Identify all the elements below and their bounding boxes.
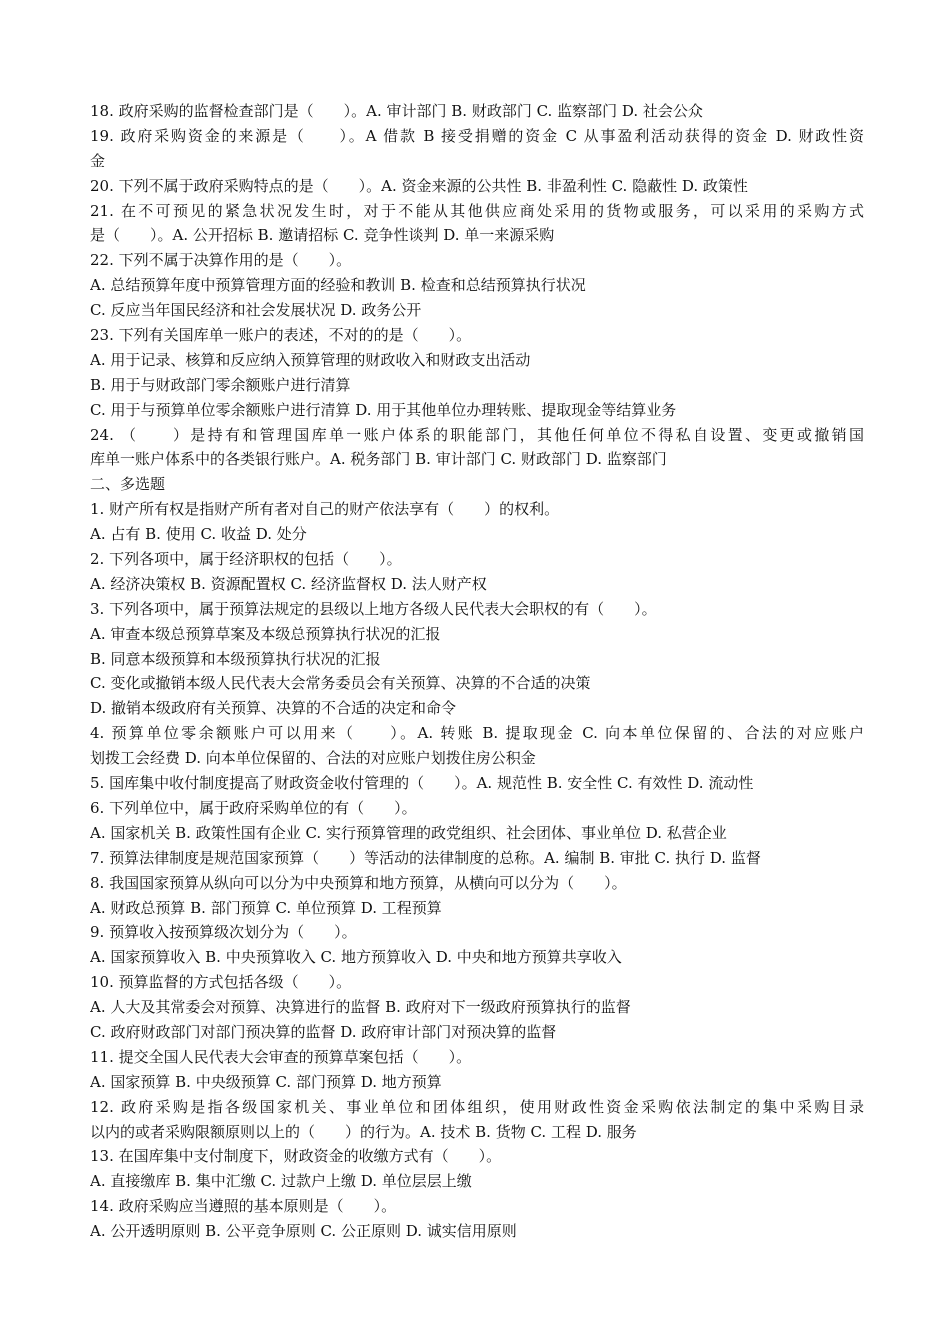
text-line: A. 财政总预算 B. 部门预算 C. 单位预算 D. 工程预算: [90, 898, 442, 917]
text-line: C. 用于与预算单位零余额账户进行清算 D. 用于其他单位办理转账、提取现金等结算业务: [90, 400, 677, 419]
text-line: 3. 下列各项中，属于预算法规定的县级以上地方各级人民代表大会职权的有（ ）。: [90, 599, 657, 618]
text-line: A. 公开透明原则 B. 公平竞争原则 C. 公正原则 D. 诚实信用原则: [90, 1222, 517, 1241]
text-line: 18. 政府采购的监督检查部门是（ ）。A. 审计部门 B. 财政部门 C. 监察部门 D. 社会公众: [90, 102, 703, 120]
text-line: B. 用于与财政部门零余额账户进行清算: [90, 375, 351, 394]
text-line: A. 国家机关 B. 政策性国有企业 C. 实行预算管理的政党组织、社会团体、事业单位 D. 私营企业: [90, 823, 727, 842]
text-line: 24. （ ）是持有和管理国库单一账户体系的职能部门，其他任何单位不得私自设置、变更或撤销国: [90, 425, 864, 444]
text-line: A. 审查本级总预算草案及本级总预算执行状况的汇报: [90, 624, 441, 643]
text-line: A. 经济决策权 B. 资源配置权 C. 经济监督权 D. 法人财产权: [90, 574, 487, 593]
text-line: 21. 在不可预见的紧急状况发生时，对于不能从其他供应商处采用的货物或服务，可以采用的采购方式: [90, 201, 864, 220]
text-line: 12. 政府采购是指各级国家机关、事业单位和团体组织，使用财政性资金采购依法制定的集中采购目录: [90, 1097, 864, 1116]
text-line: C. 反应当年国民经济和社会发展状况 D. 政务公开: [90, 301, 422, 320]
text-line: 14. 政府采购应当遵照的基本原则是（ ）。: [90, 1197, 397, 1216]
text-line: 2. 下列各项中，属于经济职权的包括（ ）。: [90, 550, 402, 569]
document-body: [90, 99, 864, 1244]
text-line: 4. 预算单位零余额账户可以用来（ ）。A. 转账 B. 提取现金 C. 向本单位保留的、合法的对应账户: [90, 724, 864, 743]
text-line: 金: [90, 151, 106, 170]
text-line: 19. 政府采购资金的来源是（ ）。A 借款 B 接受捐赠的资金 C 从事盈利活动获得的资金 D. 财政性资: [90, 126, 864, 145]
text-line: 23. 下列有关国库单一账户的表述，不对的的是（ ）。: [90, 326, 472, 345]
text-line: A. 国家预算 B. 中央级预算 C. 部门预算 D. 地方预算: [90, 1072, 442, 1091]
text-line: A. 国家预算收入 B. 中央预算收入 C. 地方预算收入 D. 中央和地方预算共享收入: [90, 948, 622, 967]
text-line: A. 人大及其常委会对预算、决算进行的监督 B. 政府对下一级政府预算执行的监督: [90, 998, 631, 1017]
text-line: 20. 下列不属于政府采购特点的是（ ）。A. 资金来源的公共性 B. 非盈利性 C. 隐蔽性 D. 政策性: [90, 176, 748, 195]
text-line: 库单一账户体系中的各类银行账户。A. 税务部门 B. 审计部门 C. 财政部门 D. 监察部门: [90, 450, 667, 469]
text-line: A. 用于记录、核算和反应纳入预算管理的财政收入和财政支出活动: [90, 350, 531, 369]
text-line: C. 变化或撤销本级人民代表大会常务委员会有关预算、决算的不合适的决策: [90, 674, 591, 693]
text-line: A. 直接缴库 B. 集中汇缴 C. 过款户上缴 D. 单位层层上缴: [90, 1172, 472, 1191]
text-line: D. 撤销本级政府有关预算、决算的不合适的决定和命令: [90, 699, 457, 718]
text-line: 6. 下列单位中，属于政府采购单位的有（ ）。: [90, 798, 417, 817]
text-line: 9. 预算收入按预算级次划分为（ ）。: [90, 923, 357, 942]
text-line: 10. 预算监督的方式包括各级（ ）。: [90, 973, 352, 992]
text-line: 是（ ）。A. 公开招标 B. 邀请招标 C. 竞争性谈判 D. 单一来源采购: [90, 226, 555, 245]
text-line: 22. 下列不属于决算作用的是（ ）。: [90, 251, 352, 270]
text-line: C. 政府财政部门对部门预决算的监督 D. 政府审计部门对预决算的监督: [90, 1022, 557, 1041]
text-line: 11. 提交全国人民代表大会审查的预算草案包括（ ）。: [90, 1047, 472, 1066]
text-line: 以内的或者采购限额原则以上的（ ）的行为。A. 技术 B. 货物 C. 工程 D. 服务: [90, 1122, 637, 1141]
text-line: 1. 财产所有权是指财产所有者对自己的财产依法享有（ ）的权利。: [90, 500, 560, 519]
text-line: A. 总结预算年度中预算管理方面的经验和教训 B. 检查和总结预算执行状况: [90, 276, 586, 295]
text-line: 划拨工会经费 D. 向本单位保留的、合法的对应账户划拨住房公积金: [90, 749, 536, 768]
text-line: 二、多选题: [90, 475, 166, 494]
text-line: 8. 我国国家预算从纵向可以分为中央预算和地方预算，从横向可以分为（ ）。: [90, 873, 627, 892]
text-line: A. 占有 B. 使用 C. 收益 D. 处分: [90, 525, 307, 544]
text-line: 7. 预算法律制度是规范国家预算（ ）等活动的法律制度的总称。A. 编制 B. 审批 C. 执行 D. 监督: [90, 848, 761, 867]
text-line: 5. 国库集中收付制度提高了财政资金收付管理的（ ）。A. 规范性 B. 安全性 C. 有效性 D. 流动性: [90, 774, 754, 793]
text-line: 13. 在国库集中支付制度下，财政资金的收缴方式有（ ）。: [90, 1147, 502, 1166]
text-line: B. 同意本级预算和本级预算执行状况的汇报: [90, 649, 381, 668]
